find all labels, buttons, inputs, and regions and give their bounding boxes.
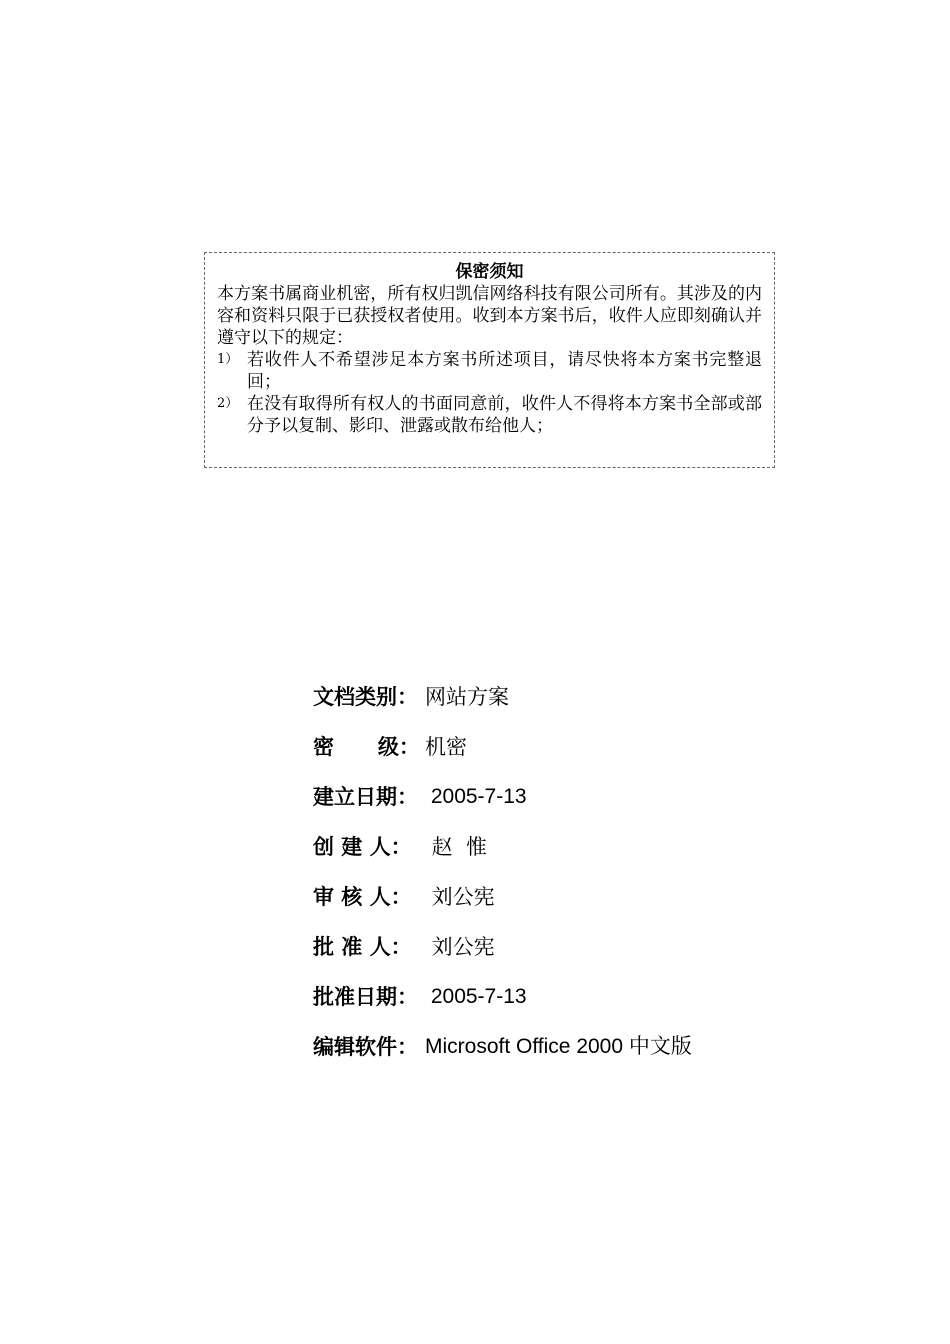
notice-rule-2-text: 在没有取得所有权人的书面同意前，收件人不得将本方案书全部或部分予以复制、影印、泄露或散布给他人； — [247, 394, 762, 436]
meta-row-created-date — [313, 782, 692, 832]
meta-row-approver — [313, 932, 692, 982]
meta-row-approval-date — [313, 982, 692, 1032]
meta-label-security-level: 密 级： — [313, 735, 420, 759]
meta-value-creator: 赵 惟 — [425, 835, 488, 859]
meta-label-creator: 创 建 人： — [313, 835, 412, 859]
meta-row-reviewer — [313, 882, 692, 932]
meta-label-reviewer: 审 核 人： — [313, 885, 412, 909]
notice-rule-2-number: 2） — [217, 396, 239, 411]
meta-label-approval-date: 批准日期： — [313, 985, 418, 1009]
notice-rule-1 — [217, 349, 762, 393]
meta-label-approver: 批 准 人： — [313, 935, 412, 959]
notice-rule-1-text: 若收件人不希望涉足本方案书所述项目，请尽快将本方案书完整退回； — [247, 350, 762, 392]
meta-value-editing-software: Microsoft Office 2000 中文版 — [425, 1035, 692, 1058]
meta-row-creator — [313, 832, 692, 882]
meta-value-approval-date: 2005-7-13 — [425, 985, 527, 1008]
meta-row-security-level — [313, 732, 692, 782]
meta-row-editing-software — [313, 1032, 692, 1082]
meta-label-editing-software: 编辑软件： — [313, 1035, 418, 1059]
meta-value-approver: 刘公宪 — [425, 935, 495, 959]
meta-label-created-date: 建立日期： — [313, 785, 418, 809]
meta-row-category — [313, 682, 692, 732]
meta-value-security-level: 机密 — [425, 735, 467, 759]
confidentiality-notice-box — [204, 252, 775, 468]
notice-rule-1-number: 1） — [217, 352, 239, 367]
notice-body: 本方案书属商业机密，所有权归凯信网络科技有限公司所有。其涉及的内容和资料只限于已获授权者使用。收到本方案书后，收件人应即刻确认并遵守以下的规定： — [217, 284, 762, 348]
notice-rules-list — [217, 349, 762, 437]
notice-title: 保密须知 — [455, 262, 524, 282]
meta-label-category: 文档类别： — [313, 685, 418, 709]
meta-value-reviewer: 刘公宪 — [425, 885, 495, 909]
meta-value-category: 网站方案 — [425, 685, 509, 709]
notice-rule-2 — [217, 393, 762, 437]
document-metadata — [313, 682, 692, 1082]
meta-value-created-date: 2005-7-13 — [425, 785, 527, 808]
